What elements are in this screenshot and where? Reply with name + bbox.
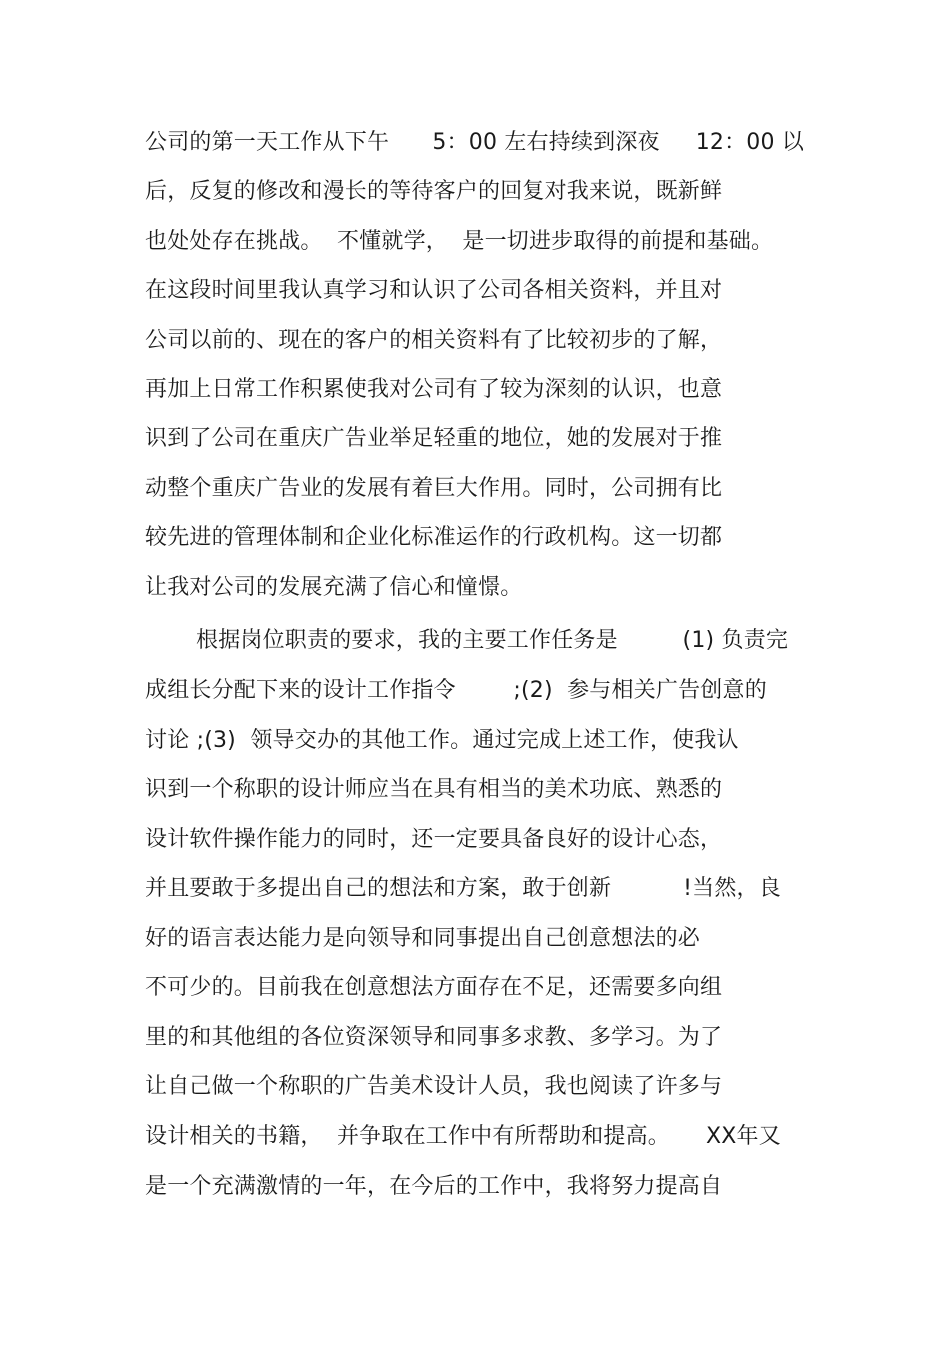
text-line: 是一个充满激情的一年，在今后的工作中，我将努力提高自: [145, 1174, 723, 1199]
text-line: 公司的第一天工作从下午 5：00 左右持续到深夜 12：00 以: [145, 130, 805, 155]
text-line: 让我对公司的发展充满了信心和憧憬。: [145, 575, 523, 600]
text-line: 并且要敢于多提出自己的想法和方案，敢于创新 !当然，良: [145, 876, 781, 901]
text-line: 在这段时间里我认真学习和认识了公司各相关资料，并且对: [145, 278, 723, 303]
text-line: 设计相关的书籍， 并争取在工作中有所帮助和提高。 XX年又: [145, 1124, 781, 1149]
text-line: 也处处存在挑战。 不懂就学， 是一切进步取得的前提和基础。: [145, 229, 774, 254]
text-line: 识到了公司在重庆广告业举足轻重的地位，她的发展对于推: [145, 426, 723, 451]
text-line: 好的语言表达能力是向领导和同事提出自己创意想法的必: [145, 926, 701, 951]
text-line: 动整个重庆广告业的发展有着巨大作用。同时，公司拥有比: [145, 476, 723, 501]
text-line: 再加上日常工作积累使我对公司有了较为深刻的认识，也意: [145, 377, 723, 402]
text-line: 让自己做一个称职的广告美术设计人员，我也阅读了许多与: [145, 1074, 723, 1099]
text-line: 成组长分配下来的设计工作指令 ;(2) 参与相关广告创意的: [145, 678, 767, 703]
text-line: 里的和其他组的各位资深领导和同事多求教、多学习。为了: [145, 1025, 723, 1050]
text-line: 识到一个称职的设计师应当在具有相当的美术功底、熟悉的: [145, 777, 723, 802]
text-line: 后，反复的修改和漫长的等待客户的回复对我来说，既新鲜: [145, 179, 723, 204]
text-line: 设计软件操作能力的同时，还一定要具备良好的设计心态，: [145, 827, 723, 852]
text-line: 不可少的。目前我在创意想法方面存在不足，还需要多向组: [145, 975, 723, 1000]
paragraph-start-line: 根据岗位职责的要求，我的主要工作任务是 (1) 负责完: [196, 628, 789, 653]
text-line: 较先进的管理体制和企业化标准运作的行政机构。这一切都: [145, 525, 723, 550]
text-line: 讨论 ;(3) 领导交办的其他工作。通过完成上述工作，使我认: [145, 728, 739, 753]
text-line: 公司以前的、现在的客户的相关资料有了比较初步的了解，: [145, 328, 723, 353]
